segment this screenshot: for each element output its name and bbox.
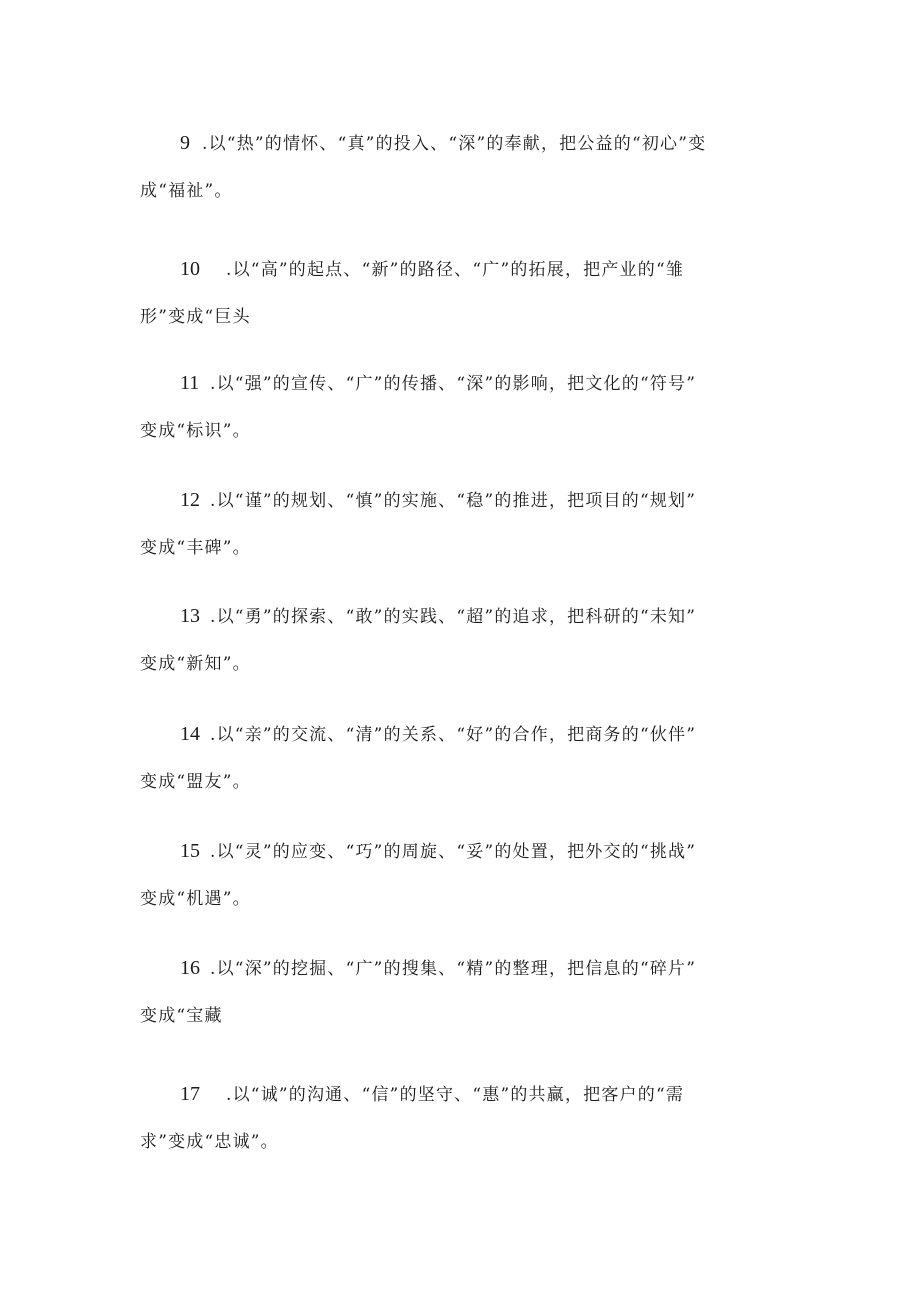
- item-number: 10: [180, 258, 200, 280]
- item-text-continued: 形”变成“巨头: [140, 307, 251, 327]
- item-text: .以“勇”的探索、“敢”的实践、“超”的追求，把科研的“未知”: [210, 607, 697, 627]
- item-line-2: [140, 307, 251, 327]
- item-line-1: [180, 606, 696, 627]
- item-line-1: [180, 1084, 684, 1105]
- item-text-continued: 变成“机遇”。: [140, 889, 251, 909]
- item-text: .以“诚”的沟通、“信”的坚守、“惠”的共赢，把客户的“需: [226, 1085, 685, 1105]
- item-text: .以“深”的挖掘、“广”的搜集、“精”的整理，把信息的“碎片”: [210, 959, 697, 979]
- item-number: 9: [180, 132, 190, 154]
- item-line-2: [140, 1006, 223, 1026]
- item-line-2: [140, 421, 251, 441]
- item-line-2: [140, 538, 251, 558]
- item-line-1: [180, 724, 696, 745]
- item-text-continued: 成“福祉”。: [140, 181, 233, 201]
- item-text: .以“热”的情怀、“真”的投入、“深”的奉献，把公益的“初心”变: [202, 134, 707, 154]
- item-text-continued: 变成“宝藏: [140, 1006, 223, 1026]
- item-number: 12: [180, 489, 200, 511]
- item-text: .以“灵”的应变、“巧”的周旋、“妥”的处置，把外交的“挑战”: [210, 842, 697, 862]
- item-text-continued: 变成“标识”。: [140, 421, 251, 441]
- item-text: .以“强”的宣传、“广”的传播、“深”的影响，把文化的“符号”: [210, 374, 697, 394]
- item-text: .以“高”的起点、“新”的路径、“广”的拓展，把产业的“雏: [226, 260, 685, 280]
- item-text-continued: 变成“丰碑”。: [140, 538, 251, 558]
- item-line-1: [180, 841, 696, 862]
- item-number: 15: [180, 840, 200, 862]
- item-number: 16: [180, 957, 200, 979]
- item-line-1: [180, 373, 696, 394]
- item-line-2: [140, 889, 251, 909]
- item-line-2: [140, 772, 251, 792]
- item-line-2: [140, 654, 251, 674]
- item-text: .以“亲”的交流、“清”的关系、“好”的合作，把商务的“伙伴”: [210, 725, 697, 745]
- item-line-1: [180, 490, 696, 511]
- item-line-1: [180, 958, 696, 979]
- item-line-2: [140, 181, 233, 201]
- item-text: .以“谨”的规划、“慎”的实施、“稳”的推进，把项目的“规划”: [210, 491, 697, 511]
- item-number: 17: [180, 1083, 200, 1105]
- item-text-continued: 变成“盟友”。: [140, 772, 251, 792]
- item-number: 11: [180, 372, 200, 394]
- item-line-2: [140, 1132, 279, 1152]
- item-text-continued: 求”变成“忠诚”。: [140, 1132, 279, 1152]
- item-number: 14: [180, 723, 200, 745]
- item-line-1: [180, 259, 684, 280]
- item-number: 13: [180, 605, 200, 627]
- item-text-continued: 变成“新知”。: [140, 654, 251, 674]
- item-line-1: [180, 133, 706, 154]
